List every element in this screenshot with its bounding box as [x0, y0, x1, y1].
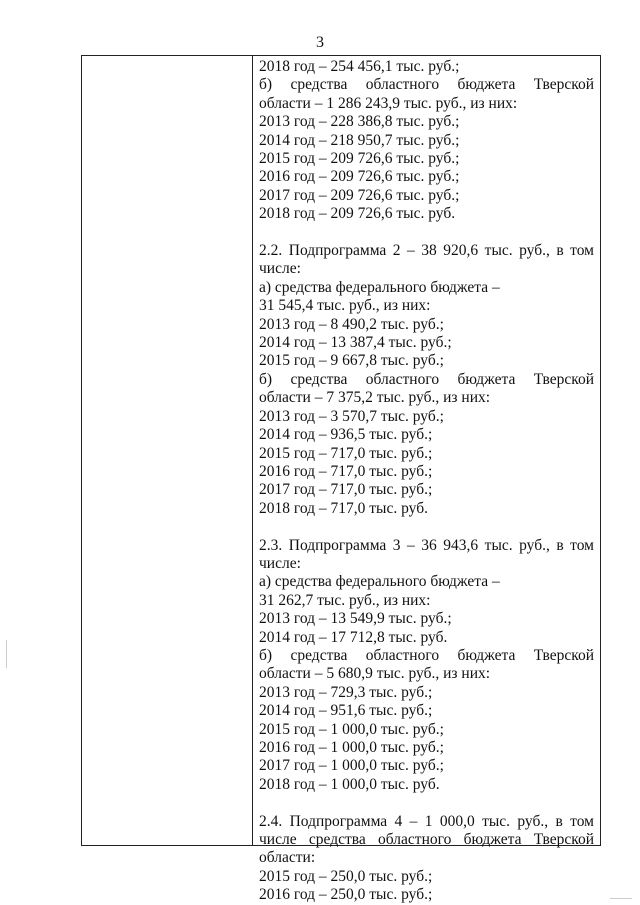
- text-line: числе:: [259, 260, 301, 278]
- text-line: 2016 год – 209 726,6 тыс. руб.;: [259, 168, 460, 186]
- text-line: б) средства областного бюджета Тверской: [259, 646, 594, 664]
- text-line: 2018 год – 254 456,1 тыс. руб.;: [259, 58, 460, 75]
- text-line: области – 1 286 243,9 тыс. руб., из них:: [259, 94, 518, 112]
- text-line: 2016 год – 250,0 тыс. руб.;: [259, 886, 433, 904]
- text-line: 2.4. Подпрограмма 4 – 1 000,0 тыс. руб., в том: [259, 812, 594, 830]
- text-line: 2018 год – 1 000,0 тыс. руб.: [259, 775, 440, 793]
- subprogram-3-block: [259, 537, 594, 795]
- text-line: 2014 год – 13 387,4 тыс. руб.;: [259, 334, 452, 352]
- text-line: 2015 год – 209 726,6 тыс. руб.;: [259, 150, 460, 168]
- text-line: 2016 год – 1 000,0 тыс. руб.;: [259, 739, 444, 756]
- text-line: б) средства областного бюджета Тверской: [259, 76, 594, 94]
- text-line: 31 262,7 тыс. руб., из них:: [259, 591, 431, 609]
- subprogram-2-block: [259, 242, 594, 518]
- text-line: 2016 год – 717,0 тыс. руб.;: [259, 462, 433, 480]
- text-line: 2.3. Подпрограмма 3 – 36 943,6 тыс. руб., в том: [259, 536, 594, 554]
- page-number: 3: [316, 34, 324, 51]
- funding-continuation-block: [259, 58, 594, 224]
- text-line: а) средства федерального бюджета –: [259, 573, 500, 591]
- program-table: [81, 55, 601, 904]
- text-line: б) средства областного бюджета Тверской: [259, 370, 594, 388]
- text-line: а) средства федерального бюджета –: [259, 278, 500, 296]
- subprogram-4-block: [259, 813, 594, 905]
- text-line: 31 545,4 тыс. руб., из них:: [259, 297, 431, 315]
- text-line: 2018 год – 717,0 тыс. руб.: [259, 499, 428, 517]
- text-line: 2017 год – 717,0 тыс. руб.;: [259, 481, 433, 499]
- table-right-cell: [253, 56, 600, 904]
- text-line: 2014 год – 218 950,7 тыс. руб.;: [259, 131, 460, 149]
- table-left-cell: [82, 56, 253, 845]
- text-line: 2013 год – 8 490,2 тыс. руб.;: [259, 315, 444, 333]
- text-line: 2014 год – 936,5 тыс. руб.;: [259, 426, 433, 444]
- text-line: 2015 год – 717,0 тыс. руб.;: [259, 444, 433, 462]
- text-line: 2017 год – 1 000,0 тыс. руб.;: [259, 757, 444, 775]
- text-line: 2015 год – 1 000,0 тыс. руб.;: [259, 720, 444, 738]
- text-line: 2013 год – 3 570,7 тыс. руб.;: [259, 407, 444, 425]
- text-line: области – 7 375,2 тыс. руб., из них:: [259, 389, 491, 407]
- text-line: 2.2. Подпрограмма 2 – 38 920,6 тыс. руб., в том: [259, 242, 594, 260]
- text-line: области:: [259, 849, 316, 867]
- text-line: 2017 год – 209 726,6 тыс. руб.;: [259, 186, 460, 204]
- text-line: числе средства областного бюджета Тверской: [259, 831, 594, 849]
- scan-edge-mark: [6, 640, 7, 668]
- text-line: области – 5 680,9 тыс. руб., из них:: [259, 665, 491, 683]
- text-line: 2013 год – 729,3 тыс. руб.;: [259, 683, 433, 701]
- text-line: 2013 год – 13 549,9 тыс. руб.;: [259, 610, 452, 628]
- text-line: 2015 год – 250,0 тыс. руб.;: [259, 867, 433, 885]
- text-line: числе:: [259, 554, 301, 572]
- text-line: 2018 год – 209 726,6 тыс. руб.: [259, 205, 456, 223]
- text-line: 2014 год – 17 712,8 тыс. руб.: [259, 628, 448, 646]
- text-line: 2015 год – 9 667,8 тыс. руб.;: [259, 352, 444, 370]
- scan-corner-mark: [610, 898, 632, 899]
- text-line: 2014 год – 951,6 тыс. руб.;: [259, 702, 433, 720]
- text-line: 2013 год – 228 386,8 тыс. руб.;: [259, 113, 460, 131]
